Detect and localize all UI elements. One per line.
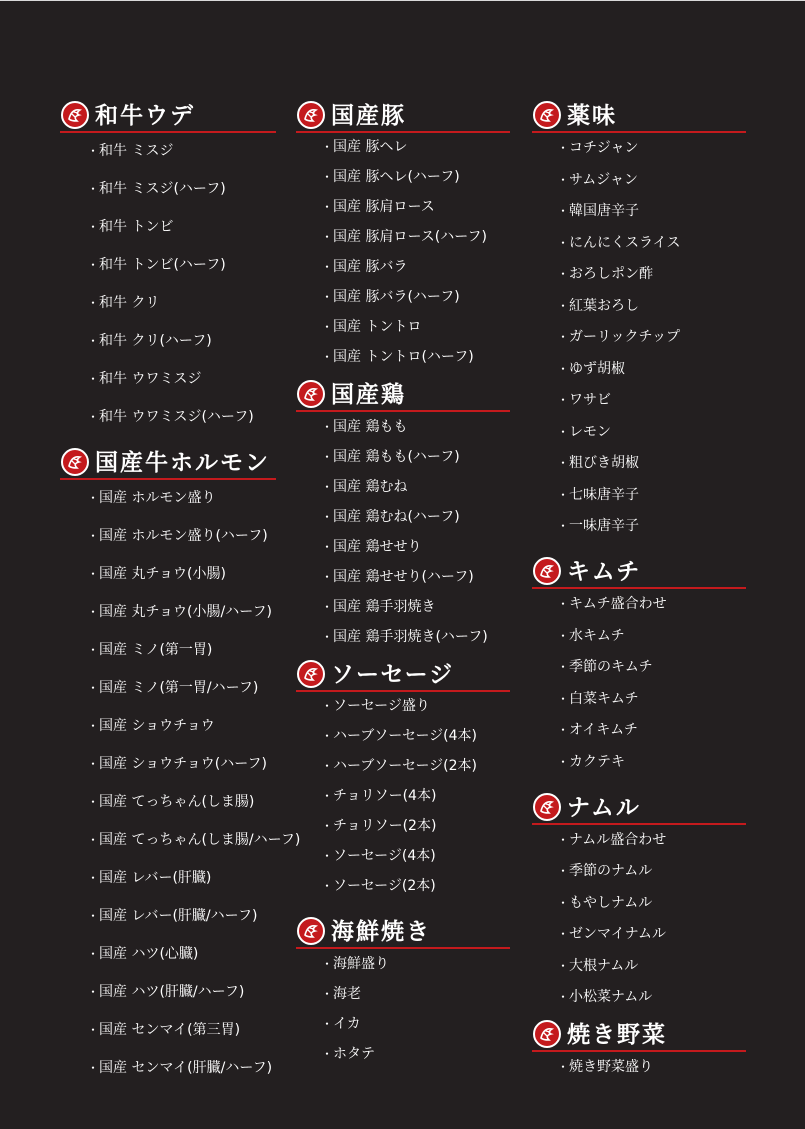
menu-item [557,753,746,771]
section-header [60,101,276,133]
menu-item [87,565,276,583]
bullet: ・ [557,990,570,1005]
menu-item [87,218,276,236]
menu-item [87,527,276,545]
menu-item-label: 和牛 トンビ(ハーフ) [99,257,226,273]
menu-item-label: 和牛 ミスジ(ハーフ) [99,181,226,197]
menu-item-label: ソーセージ(2本) [333,878,436,895]
menu-item [557,957,746,975]
bullet: ・ [321,1016,334,1031]
menu-item [87,755,276,773]
dragon-seal-icon [533,1020,561,1048]
menu-item-label: 季節のキムチ [569,659,653,676]
menu-item-label: 国産 トントロ [333,319,422,336]
bullet: ・ [321,290,334,305]
menu-item-label: ハーブソーセージ(2本) [333,758,478,775]
menu-column-3 [532,101,746,1076]
menu-item [87,370,276,388]
spacer [296,895,510,917]
menu-item-label: 国産 鶏手羽焼き [333,598,436,615]
dragon-seal-icon [61,101,89,129]
bullet: ・ [557,330,570,345]
menu-item [321,1045,510,1063]
bullet: ・ [557,141,570,156]
menu-item [557,486,746,504]
menu-item-label: 白菜キムチ [569,690,639,707]
bullet: ・ [87,372,100,386]
bullet: ・ [321,599,334,614]
menu-item [557,139,746,157]
menu-item-label: 国産 トントロ(ハーフ) [333,349,474,366]
section-title: 薬味 [567,102,617,129]
bullet: ・ [87,296,100,310]
bullet: ・ [321,1046,334,1061]
menu-item-label: 国産 センマイ(第三胃) [99,1022,241,1038]
menu-item [321,847,510,865]
menu-item [321,817,510,835]
menu-column-2 [296,101,510,1063]
dragon-seal-icon [297,380,325,408]
menu-item [557,297,746,315]
menu-item-label: 焼き野菜盛り [569,1059,653,1076]
menu-item-label: 国産 ショウチョウ(ハーフ) [99,756,267,772]
menu-item-label: 国産 豚バラ(ハーフ) [333,289,460,306]
menu-item [87,793,276,811]
dragon-seal-icon [61,448,89,476]
menu-item [87,489,276,507]
bullet: ・ [87,947,100,961]
bullet: ・ [557,660,570,675]
menu-item-label: 粗びき胡椒 [569,455,639,472]
menu-item [557,202,746,220]
bullet: ・ [87,605,100,619]
menu-item [87,907,276,925]
bullet: ・ [321,509,334,524]
bullet: ・ [557,424,570,439]
menu-item-label: 国産 鶏むね [333,478,408,495]
menu-item [321,228,510,246]
bullet: ・ [87,985,100,999]
menu-item [321,877,510,895]
menu-item-label: ソーセージ(4本) [333,848,436,865]
menu-item-label: ハーブソーセージ(4本) [333,728,478,745]
bullet: ・ [321,320,334,335]
bullet: ・ [87,909,100,923]
spacer [532,771,746,793]
menu-item-label: 国産 ホルモン盛り(ハーフ) [99,528,268,544]
menu-item [557,234,746,252]
section-header [60,448,276,480]
menu-item-label: 小松菜ナムル [569,989,653,1006]
bullet: ・ [557,519,570,534]
menu-item-label: 国産 丸チョウ(小腸/ハーフ) [99,604,272,620]
menu-item [87,983,276,1001]
menu-item [321,508,510,526]
menu-item-label: 和牛 ウワミスジ(ハーフ) [99,409,254,425]
menu-item-label: 韓国唐辛子 [569,203,639,220]
menu-item [557,328,746,346]
bullet: ・ [321,479,334,494]
item-list [296,692,510,895]
menu-item [557,831,746,849]
spacer [532,1006,746,1020]
bullet: ・ [557,1060,570,1075]
section-header [532,557,746,589]
section-title: 焼き野菜 [567,1021,667,1049]
section-title: ナムル [567,793,641,821]
menu-item [557,627,746,645]
menu-item-label: 国産 ミノ(第一胃/ハーフ) [99,680,259,696]
dragon-seal-icon [297,101,325,129]
bullet: ・ [557,235,570,250]
spacer [296,646,510,660]
menu-item-label: 海鮮盛り [333,955,389,972]
menu-item-label: ゆず胡椒 [569,360,625,377]
spacer [60,426,276,448]
menu-item-label: 季節のナムル [569,863,653,880]
bullet: ・ [87,220,100,234]
bullet: ・ [321,699,334,714]
section-header [296,380,510,412]
bullet: ・ [87,1023,100,1037]
menu-item-label: 国産 ホルモン盛り [99,490,216,506]
menu-item [321,628,510,646]
menu-item-label: ソーセージ盛り [333,698,430,715]
menu-item-label: 国産 ミノ(第一胃) [99,642,213,658]
menu-item-label: 国産 鶏せせり(ハーフ) [333,568,474,585]
bullet: ・ [321,879,334,894]
menu-item [557,894,746,912]
section-kimchi [532,557,746,771]
menu-item [557,862,746,880]
menu-item-label: ワサビ [569,392,611,409]
bullet: ・ [87,491,100,505]
menu-item-label: コチジャン [569,140,639,157]
menu-item-label: 海老 [333,985,361,1002]
section-yasai [532,1020,746,1076]
bullet: ・ [87,833,100,847]
menu-item [87,142,276,160]
bullet: ・ [87,258,100,272]
bullet: ・ [321,629,334,644]
menu-item [557,658,746,676]
menu-item [557,454,746,472]
bullet: ・ [557,958,570,973]
bullet: ・ [321,539,334,554]
menu-item [87,180,276,198]
menu-item-label: 国産 丸チョウ(小腸) [99,566,226,582]
menu-item-label: キムチ盛合わせ [569,596,667,613]
menu-item-label: 和牛 クリ(ハーフ) [99,333,212,349]
bullet: ・ [557,628,570,643]
menu-item [321,757,510,775]
bullet: ・ [87,719,100,733]
menu-item-label: おろしポン酢 [569,266,653,283]
bullet: ・ [557,832,570,847]
menu-item [321,598,510,616]
spacer [532,535,746,557]
section-title: 海鮮焼き [331,918,431,946]
dragon-seal-icon [533,793,561,821]
item-list [296,133,510,366]
menu-item [557,988,746,1006]
menu-item-label: 国産 ショウチョウ [99,718,215,734]
bullet: ・ [557,172,570,187]
bullet: ・ [557,723,570,738]
menu-item [87,869,276,887]
bullet: ・ [321,260,334,275]
bullet: ・ [557,393,570,408]
section-header [532,793,746,825]
bullet: ・ [321,759,334,774]
bullet: ・ [321,729,334,744]
dragon-seal-icon [533,557,561,585]
bullet: ・ [321,230,334,245]
menu-item [321,787,510,805]
menu-item [321,258,510,276]
bullet: ・ [321,986,334,1001]
bullet: ・ [87,410,100,424]
menu-item-label: もやしナムル [569,894,653,911]
menu-item-label: レモン [569,423,611,440]
menu-item [87,831,301,849]
section-header [296,101,510,133]
bullet: ・ [321,350,334,365]
item-list [296,949,510,1062]
dragon-seal-icon [533,101,561,129]
menu-item [87,641,276,659]
menu-item-label: にんにくスライス [569,234,681,251]
menu-item [321,448,510,466]
item-list [60,133,276,426]
menu-item-label: チョリソー(4本) [333,788,437,805]
menu-item-label: 和牛 クリ [99,295,160,311]
menu-item [321,288,510,306]
menu-column-1 [60,101,301,1077]
menu-item [557,595,746,613]
menu-item [557,690,746,708]
section-header [296,917,510,949]
menu-item-label: 国産 鶏手羽焼き(ハーフ) [333,628,488,645]
menu-item-label: 和牛 ミスジ [99,143,174,159]
menu-item-label: 国産 鶏せせり [333,538,422,555]
item-list [296,412,510,645]
menu-item-label: 国産 センマイ(肝臓/ハーフ) [99,1060,273,1076]
bullet: ・ [557,298,570,313]
section-title: ソーセージ [331,660,455,688]
menu-item [321,198,510,216]
menu-item-label: ナムル盛合わせ [569,831,667,848]
item-list [532,133,746,535]
item-list [532,825,746,1007]
bullet: ・ [321,140,334,155]
section-header [532,101,746,133]
menu-item-label: カクテキ [569,753,625,770]
section-kokusan-buta [296,101,510,366]
menu-item [557,391,746,409]
section-title: 国産牛ホルモン [95,449,270,476]
dragon-seal-icon [297,917,325,945]
menu-item [557,171,746,189]
dragon-seal-icon [297,660,325,688]
menu-item-label: オイキムチ [569,722,638,739]
menu-item-label: 国産 ハツ(心臓) [99,946,199,962]
menu-item [87,408,276,426]
menu-item-label: ゼンマイナムル [569,926,667,943]
menu-item [87,1059,276,1077]
menu-item-label: 国産 鶏むね(ハーフ) [333,508,460,525]
item-list [60,480,301,1077]
menu-item [557,925,746,943]
section-kokusan-horumon [60,448,301,1077]
bullet: ・ [321,569,334,584]
bullet: ・ [321,956,334,971]
bullet: ・ [557,597,570,612]
menu-item [321,1015,510,1033]
menu-item [321,478,510,496]
section-title: 国産鶏 [331,381,406,409]
menu-item-label: 国産 豚肩ロース [333,199,435,216]
bullet: ・ [87,529,100,543]
bullet: ・ [321,789,334,804]
bullet: ・ [321,449,334,464]
bullet: ・ [557,456,570,471]
item-list [532,1052,746,1076]
bullet: ・ [321,170,334,185]
menu-item [321,568,510,586]
menu-item-label: 大根ナムル [569,957,639,974]
menu-item [557,423,746,441]
menu-item [321,697,510,715]
menu-item [321,955,510,973]
bullet: ・ [557,864,570,879]
menu-item [87,679,276,697]
menu-item [87,256,276,274]
bullet: ・ [321,849,334,864]
menu-item [557,360,746,378]
bullet: ・ [557,267,570,282]
menu-item [87,717,276,735]
menu-item-label: 七味唐辛子 [569,486,639,503]
bullet: ・ [557,895,570,910]
bullet: ・ [321,419,334,434]
bullet: ・ [87,681,100,695]
menu-item [321,727,510,745]
section-kaisen [296,917,510,1062]
bullet: ・ [557,204,570,219]
section-kokusan-tori [296,380,510,645]
section-wagyu-ude [60,101,276,426]
menu-item [87,1021,276,1039]
menu-item-label: 国産 てっちゃん(しま腸) [99,794,255,810]
menu-item [321,418,510,436]
bullet: ・ [87,871,100,885]
menu-item-label: チョリソー(2本) [333,818,437,835]
menu-item [87,332,276,350]
menu-item-label: 国産 豚ヘレ [333,139,408,156]
bullet: ・ [557,691,570,706]
section-sausage [296,660,510,895]
menu-item-label: 和牛 トンビ [99,219,174,235]
section-header [532,1020,746,1052]
menu-item-label: 国産 ハツ(肝臓/ハーフ) [99,984,245,1000]
menu-item-label: 国産 鶏もも(ハーフ) [333,448,460,465]
menu-item [321,318,510,336]
bullet: ・ [87,757,100,771]
menu-item [321,138,510,156]
spacer [296,366,510,380]
bullet: ・ [87,182,100,196]
bullet: ・ [87,1061,100,1075]
menu-item-label: 紅葉おろし [569,297,639,314]
bullet: ・ [87,334,100,348]
menu-item [557,517,746,535]
bullet: ・ [557,754,570,769]
menu-item-label: 国産 鶏もも [333,418,408,435]
menu-item [321,348,510,366]
section-yakumi [532,101,746,535]
menu-item [321,168,510,186]
menu-item-label: イカ [333,1015,361,1032]
section-title: 国産豚 [331,102,406,129]
bullet: ・ [557,927,570,942]
menu-item-label: 国産 豚肩ロース(ハーフ) [333,229,487,246]
menu-item [87,294,276,312]
menu-item-label: ガーリックチップ [569,329,681,346]
menu-item-label: 国産 レバー(肝臓) [99,870,212,886]
menu-item-label: 一味唐辛子 [569,518,639,535]
menu-item [321,985,510,1003]
menu-item-label: 水キムチ [569,627,625,644]
section-title: キムチ [567,558,642,586]
section-header [296,660,510,692]
menu-item [321,538,510,556]
menu-item [87,945,276,963]
bullet: ・ [87,795,100,809]
bullet: ・ [557,487,570,502]
menu-item-label: ホタテ [333,1045,375,1062]
menu-item-label: サムジャン [569,171,639,188]
item-list [532,589,746,771]
menu-item [557,265,746,283]
menu-item-label: 和牛 ウワミスジ [99,371,202,387]
bullet: ・ [87,567,100,581]
menu-item-label: 国産 てっちゃん(しま腸/ハーフ) [99,832,301,848]
bullet: ・ [87,144,100,158]
section-title: 和牛ウデ [95,102,195,129]
menu-item [557,721,746,739]
menu-item [557,1058,746,1076]
bullet: ・ [87,643,100,657]
menu-item [87,603,276,621]
bullet: ・ [557,361,570,376]
bullet: ・ [321,200,334,215]
menu-item-label: 国産 豚バラ [333,259,408,276]
bullet: ・ [321,819,334,834]
menu-item-label: 国産 レバー(肝臓/ハーフ) [99,908,258,924]
menu-item-label: 国産 豚ヘレ(ハーフ) [333,169,460,186]
section-namul [532,793,746,1007]
